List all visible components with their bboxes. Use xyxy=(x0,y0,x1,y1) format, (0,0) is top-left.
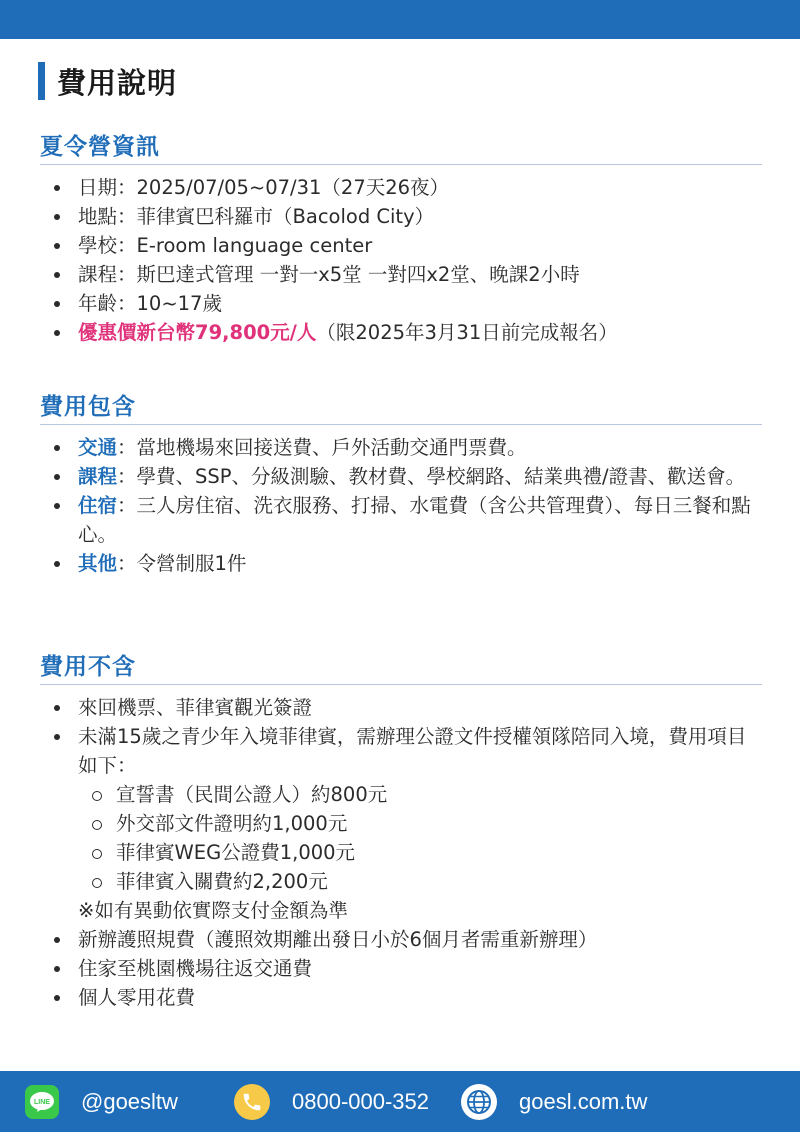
footer-bar xyxy=(0,1071,800,1132)
list-item-school: 學校：E-room language center xyxy=(40,231,762,260)
item-text: ：三人房住宿、洗衣服務、打掃、水電費（含公共管理費）、每日三餐和點心。 xyxy=(78,494,751,546)
footer-phone[interactable] xyxy=(234,1071,429,1132)
phone-number[interactable]: 0800-000-352 xyxy=(292,1088,430,1114)
section-heading-camp-info: 夏令營資訊 xyxy=(40,134,160,160)
fee-note: ※如有異動依實際支付金額為準 xyxy=(78,899,348,922)
section-heading-included: 費用包含 xyxy=(40,394,136,420)
footer-line[interactable] xyxy=(25,1071,178,1132)
list-item-airfare: 來回機票、菲律賓觀光簽證 xyxy=(40,693,762,722)
list-item-location: 地點：菲律賓巴科羅市（Bacolod City） xyxy=(40,202,762,231)
sub-item: 宣誓書（民間公證人）約800元 xyxy=(78,780,762,809)
item-label: 其他 xyxy=(78,552,118,575)
website-link[interactable]: goesl.com.tw xyxy=(519,1088,648,1114)
item-label: 交通 xyxy=(78,436,118,459)
item-label: 住宿 xyxy=(78,494,118,517)
item-label: 課程 xyxy=(78,465,118,488)
item-text: 未滿15歲之青少年入境菲律賓，需辦理公證文件授權領隊陪同入境，費用項目如下： xyxy=(78,725,747,777)
globe-icon xyxy=(461,1084,497,1120)
excluded-list xyxy=(40,693,762,1012)
item-text: ：當地機場來回接送費、戶外活動交通門票費。 xyxy=(117,436,527,459)
list-item-price xyxy=(40,318,762,347)
top-banner xyxy=(0,0,800,39)
list-item-pocket-money: 個人零用花費 xyxy=(40,983,762,1012)
list-item-passport: 新辦護照規費（護照效期離出發日小於6個月者需重新辦理） xyxy=(40,925,762,954)
included-list xyxy=(40,433,762,578)
sub-item: 菲律賓入關費約2,200元 xyxy=(78,867,762,896)
price-highlight: 優惠價新台幣79,800元/人 xyxy=(78,321,317,344)
page-title: 費用說明 xyxy=(57,65,178,100)
camp-info-list xyxy=(40,173,762,347)
section-heading-excluded: 費用不含 xyxy=(40,654,136,680)
line-icon xyxy=(25,1085,59,1119)
title-accent-bar xyxy=(38,62,45,100)
line-id[interactable]: @goesltw xyxy=(81,1088,178,1114)
item-text: ：學費、SSP、分級測驗、教材費、學校網路、結業典禮/證書、歡送會。 xyxy=(117,465,746,488)
list-item-age: 年齡：10~17歲 xyxy=(40,289,762,318)
phone-icon xyxy=(234,1084,270,1120)
list-item-course: 課程：斯巴達式管理 一對一x5堂 一對四x2堂、晚課2小時 xyxy=(40,260,762,289)
line-icon-label: LINE xyxy=(34,1098,50,1106)
list-item-minor-docs xyxy=(40,722,762,925)
list-item-lodging xyxy=(40,491,762,549)
list-item-date: 日期：2025/07/05~07/31（27天26夜） xyxy=(40,173,762,202)
sub-item: 外交部文件證明約1,000元 xyxy=(78,809,762,838)
sub-item: 菲律賓WEG公證費1,000元 xyxy=(78,838,762,867)
section-divider xyxy=(40,424,762,425)
price-note: （限2025年3月31日前完成報名） xyxy=(316,321,618,344)
list-item-transport xyxy=(40,433,762,462)
excluded-section xyxy=(40,652,762,1012)
list-item-courses xyxy=(40,462,762,491)
footer-website[interactable] xyxy=(461,1071,647,1132)
fee-sublist xyxy=(78,780,762,896)
list-item-airport-transport: 住家至桃園機場往返交通費 xyxy=(40,954,762,983)
item-text: ：令營制服1件 xyxy=(117,552,247,575)
page-title-block xyxy=(38,62,177,100)
list-item-other xyxy=(40,549,762,578)
included-section xyxy=(40,392,762,578)
section-divider xyxy=(40,164,762,165)
camp-info-section xyxy=(40,132,762,347)
section-divider xyxy=(40,684,762,685)
